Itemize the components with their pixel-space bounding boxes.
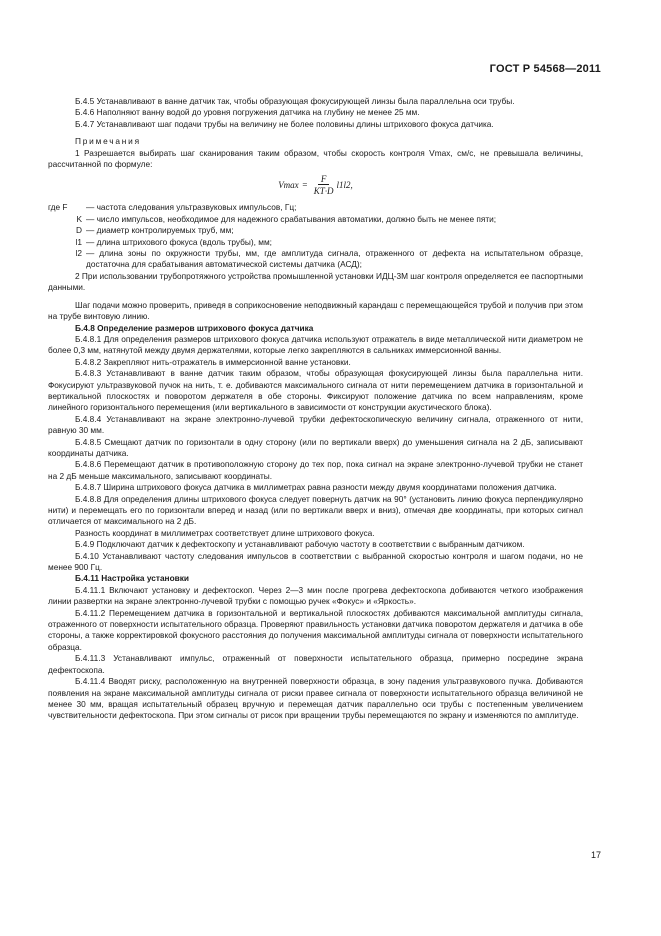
where-symbol: l2: [75, 248, 82, 259]
section-b411-title: Б.4.11 Настройка установки: [75, 573, 189, 584]
formula-tail: l1l2,: [336, 179, 353, 190]
where-symbol: K: [76, 213, 82, 224]
paragraph-b482: Б.4.8.2 Закрепляют нить-отражатель в иммерсионной ванне установки.: [75, 356, 351, 367]
paragraph-b485: Б.4.8.5 Смещают датчик по горизонтали в одну сторону (или по вертикали вверх) до уменьшения сигнала на 2 дБ, записывают координаты датчика.: [48, 436, 583, 458]
formula-numerator: F: [318, 174, 330, 185]
paragraph-b488: Б.4.8.8 Для определения длины штрихового фокуса следует повернуть датчик на 90° (установить линию фокуса перпендикулярно нити) и перемещать его по горизонтали вперед и назад (или по вертикали вверх и вниз), отмечая две координаты, при которых сигнал отличается от максимального на 2 дБ.: [48, 493, 583, 527]
paragraph-coord-diff: Разность координат в миллиметрах соответствует длине штрихового фокуса.: [75, 527, 375, 538]
document-id: ГОСТ Р 54568—2011: [489, 63, 601, 75]
paragraph-b4111: Б.4.11.1 Включают установку и дефектоскоп. Через 2—3 мин после прогрева дефектоскопа добиваются четкого изображения линии развертки на экране электронно-лучевой трубки с помощью ручек «Фокус» и «Яркость».: [48, 584, 583, 607]
paragraph-b487: Б.4.8.7 Ширина штрихового фокуса датчика в миллиметрах равна разности между двумя координатами положения датчика.: [75, 482, 557, 493]
where-text: — число импульсов, необходимое для надежного срабатывания автоматики, должно быть не менее пяти;: [86, 213, 497, 224]
paragraph-b484: Б.4.8.4 Устанавливают на экране электронно-лучевой трубки дефектоскопическую величину сигнала, отраженного от нити, равную 30 мм.: [48, 413, 583, 436]
formula-denominator: KT∙D: [313, 186, 334, 197]
document-body: [48, 96, 583, 722]
section-b48-title: Б.4.8 Определение размеров штрихового фокуса датчика: [75, 322, 314, 333]
where-text: — длина штрихового фокуса (вдоль трубы), мм;: [86, 236, 272, 247]
page-number: 17: [590, 850, 601, 860]
paragraph-b410: Б.4.10 Устанавливают частоту следования импульсов в соответствии с выбранной скоростью контроля и шагом подачи, но не менее 900 Гц.: [48, 550, 583, 573]
paragraph-b4112: Б.4.11.2 Перемещением датчика в горизонтальной и вертикальной плоскостях добиваются максимальной амплитуды сигнала, отраженного от поверхности испытательного образца. Проверяют правильность установки датчика поворотом держателя и датчика в обе стороны, а также корректировкой фокусного расстояния до получения максимальной амплитуды сигнала от поверхности испытательного образца.: [48, 607, 583, 652]
paragraph-feed-check: Шаг подачи можно проверить, приведя в соприкосновение неподвижный карандаш с перемещающейся трубой и получив при этом на трубе винтовую линию.: [48, 299, 584, 322]
where-symbol: D: [76, 225, 82, 236]
where-item: [48, 248, 583, 271]
note-1: 1 Разрешается выбирать шаг сканирования таким образом, чтобы скорость контроля Vmax, см/с, не превышала величины, рассчитанной по формуле:: [48, 147, 583, 170]
note-2: 2 При использовании трубопротяжного устройства промышленной установки ИДЦ-3М шаг контроля определяется ее паспортными данными.: [48, 270, 583, 293]
formula-fraction: [314, 174, 334, 196]
paragraph-b481: Б.4.8.1 Для определения размеров штрихового фокуса датчика используют отражатель в виде металлической нити диаметром не более 0,3 мм, натянутой между двумя держателями, которые легко закрепляются в сальниках иммерсионной ванны.: [48, 333, 583, 356]
paragraph-b47: Б.4.7 Устанавливают шаг подачи трубы на величину не более половины длины штрихового фокуса датчика.: [75, 118, 494, 129]
notes-title: Примечания: [75, 136, 141, 147]
paragraph-b46: Б.4.6 Наполняют ванну водой до уровня погружения датчика на глубину не менее 25 мм.: [75, 107, 420, 118]
where-text: — частота следования ультразвуковых импульсов, Гц;: [86, 202, 297, 213]
where-list: [48, 202, 583, 270]
where-item: [48, 237, 583, 248]
scan-speed-formula: [48, 174, 583, 196]
where-item: [48, 202, 583, 213]
where-item: [48, 214, 583, 225]
where-symbol: где F: [48, 202, 68, 213]
paragraph-b45: Б.4.5 Устанавливают в ванне датчик так, чтобы образующая фокусирующей линзы была параллельна оси трубы.: [75, 96, 515, 106]
where-symbol: l1: [75, 236, 82, 247]
formula-lhs: Vmax: [278, 179, 299, 190]
paragraph-b4113: Б.4.11.3 Устанавливают импульс, отраженный от поверхности испытательного образца, примерно посредине экрана дефектоскопа.: [48, 653, 583, 675]
paragraph-b4114: Б.4.11.4 Вводят риску, расположенную на внутренней поверхности образца, в зону падения ультразвукового пучка. Добиваются появления на экране максимальной амплитуды сигнала от риски правее сигнала от поверхности испытательного образца величиной не менее 30 мм, вращая испытательный образец вручную и перемещая датчик параллельно оси трубы с постепенным увеличением чувствительности дефектоскопа. При этом сигналы от рисок при вращении трубы перемещаются по экрану и изменяются по амплитуде.: [48, 676, 583, 721]
where-text: — длина зоны по окружности трубы, мм, где амплитуда сигнала, отраженного от дефекта на испытательном образце, достаточна для срабатывания автоматической системы датчика (АСД);: [86, 248, 583, 270]
paragraph-b49: Б.4.9 Подключают датчик к дефектоскопу и устанавливают рабочую частоту в соответствии с выбранным датчиком.: [75, 539, 525, 550]
paragraph-b483: Б.4.8.3 Устанавливают в ванне датчик таким образом, чтобы образующая фокусирующей линзы была параллельна нити. Фокусируют ультразвуковой пучок на нить, т. е. добиваются максимального сигнала от нити перемещением датчика в горизонтальной и вертикальной плоскостях и поворотом держателя в обе стороны. Фиксируют положение датчика по всем направлениям, кроме линейного горизонтального перемещения (или вертикального в зависимости от конструкции акустического блока).: [48, 368, 583, 413]
paragraph-b486: Б.4.8.6 Перемещают датчик в противоположную сторону до тех пор, пока сигнал на экране электронно-лучевой трубки не станет на 2 дБ меньше максимального, записывают координаты.: [48, 459, 583, 481]
where-text: — диаметр контролируемых труб, мм;: [86, 225, 234, 236]
where-item: [48, 225, 583, 236]
formula-equals: =: [301, 179, 308, 190]
